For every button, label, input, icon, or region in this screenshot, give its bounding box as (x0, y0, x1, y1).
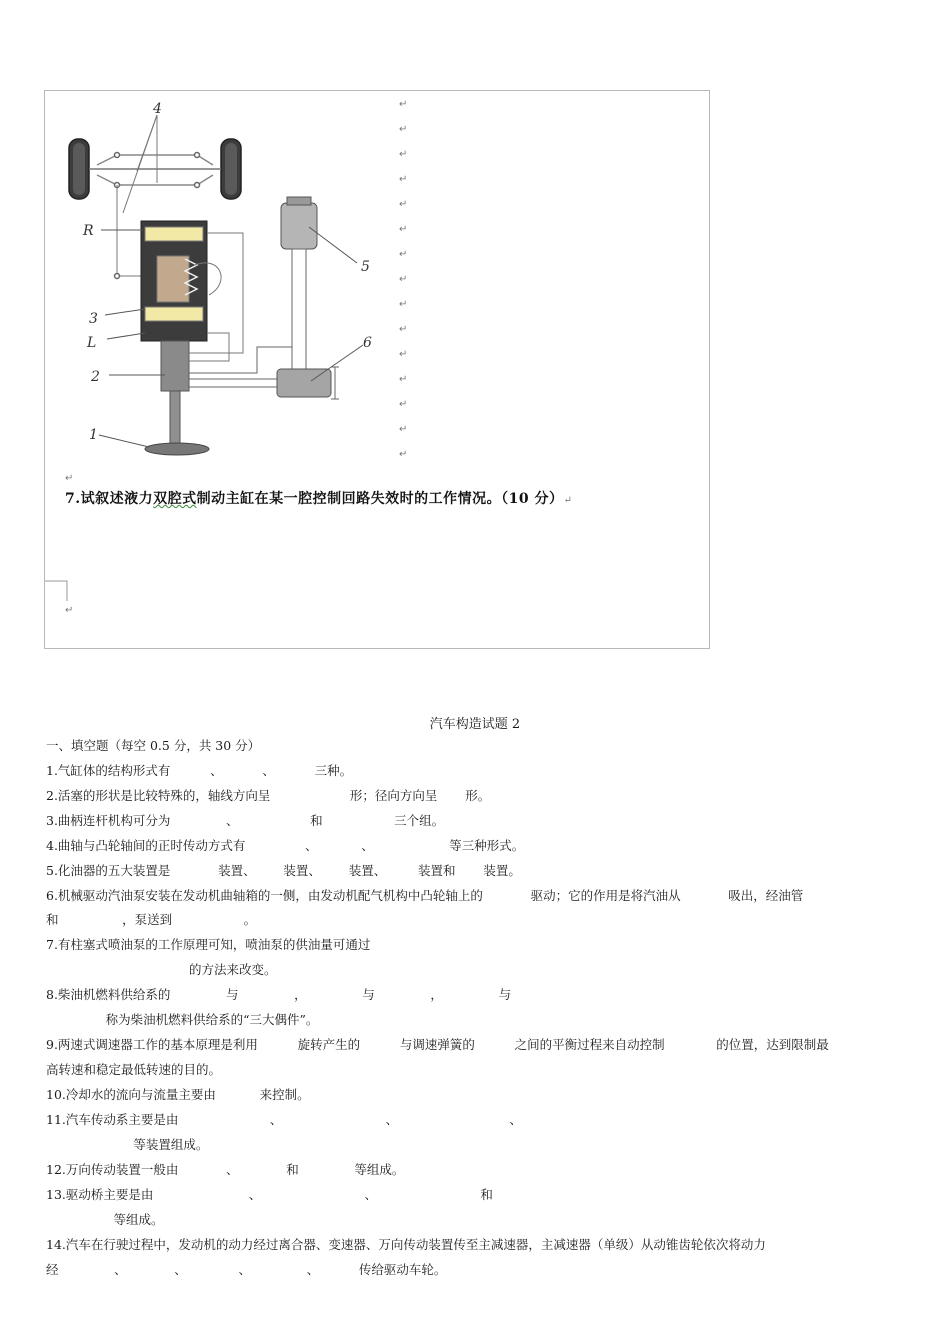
paragraph-mark: ↵ (399, 424, 408, 435)
question-line: 11.汽车传动系主要是由 、 、 、 (46, 1112, 522, 1127)
paragraph-mark: ↵ (399, 149, 408, 160)
question-line: 13.驱动桥主要是由 、 、 和 (46, 1187, 493, 1202)
paragraph-mark: ↵ (399, 399, 408, 410)
question-line: 6.机械驱动汽油泵安装在发动机曲轴箱的一侧，由发动机配气机构中凸轮轴上的 驱动；它的作用是将汽油从 吸出，经油管 (46, 888, 804, 903)
question-line: 14.汽车在行驶过程中，发动机的动力经过离合器、变速器、万向传动装置传至主减速器，主减速器（单级）从动锥齿轮依次将动力 (46, 1237, 766, 1252)
paragraph-marks (399, 99, 407, 460)
label-r: R (83, 223, 94, 239)
question-line: 经 、 、 、 、 传给驱动车轮。 (46, 1262, 447, 1277)
label-4: 4 (153, 101, 162, 117)
question-line: 9.两速式调速器工作的基本原理是利用 旋转产生的 与调速弹簧的 之间的平衡过程来自动控制 的位置，达到限制最 (46, 1037, 829, 1052)
paragraph-mark: ↵ (65, 473, 74, 484)
question-line: 的方法来改变。 (46, 962, 277, 977)
label-3: 3 (89, 311, 98, 327)
label-2: 2 (91, 369, 100, 385)
question-7: 7.试叙述液力双腔式制动主缸在某一腔控制回路失效时的工作情况。（10 分）↵ (65, 491, 573, 507)
master-cylinder (141, 221, 243, 455)
brake-master-cylinder-diagram (45, 91, 711, 650)
question-line: 和 ，泵送到 。 (46, 912, 257, 927)
section-heading: 一、填空题（每空 0.5 分，共 30 分） (46, 738, 261, 753)
paragraph-mark: ↵ (399, 124, 408, 135)
paragraph-mark: ↵ (399, 324, 408, 335)
question-line: 3.曲柄连杆机构可分为 、 和 三个组。 (46, 813, 445, 828)
label-6: 6 (363, 335, 372, 351)
question-line: 4.曲轴与凸轮轴间的正时传动方式有 、 、 等三种形式。 (46, 838, 525, 853)
corner-mark (45, 581, 67, 601)
question-line: 12.万向传动装置一般由 、 和 等组成。 (46, 1162, 405, 1177)
label-5: 5 (361, 259, 370, 275)
question-line: 8.柴油机燃料供给系的 与 ， 与 ， 与 (46, 987, 512, 1002)
question-line: 5.化油器的五大装置是 装置、 装置、 装置、 装置和 装置。 (46, 863, 521, 878)
paragraph-mark: ↵ (399, 99, 408, 110)
paragraph-mark: ↵ (399, 224, 408, 235)
question-line: 10.冷却水的流向与流量主要由 来控制。 (46, 1087, 310, 1102)
paragraph-mark: ↵ (399, 374, 408, 385)
paragraph-mark: ↵ (399, 199, 408, 210)
scanned-figure-panel (44, 90, 710, 649)
paragraph-mark: ↵ (399, 299, 408, 310)
paragraph-mark: ↵ (399, 249, 408, 260)
paragraph-mark: ↵ (399, 349, 408, 360)
question-line: 7.有柱塞式喷油泵的工作原理可知，喷油泵的供油量可通过 (46, 937, 371, 952)
question-line: 2.活塞的形状是比较特殊的，轴线方向呈 形；径向方向呈 形。 (46, 788, 491, 803)
reservoir-and-slave-cylinder (189, 197, 339, 399)
leader-lines (99, 227, 363, 447)
question-line: 等组成。 (46, 1212, 164, 1227)
question-line: 高转速和稳定最低转速的目的。 (46, 1062, 222, 1077)
question-line: 1.气缸体的结构形式有 、 、 三种。 (46, 763, 353, 778)
label-l: L (87, 335, 97, 351)
paragraph-mark: ↵ (65, 605, 74, 616)
question-line: 等装置组成。 (46, 1137, 209, 1152)
label-1: 1 (89, 427, 98, 443)
question-line: 称为柴油机燃料供给系的“三大偶件”。 (46, 1012, 319, 1027)
paragraph-mark: ↵ (399, 274, 408, 285)
paragraph-mark: ↵ (399, 449, 408, 460)
paragraph-mark: ↵ (399, 174, 408, 185)
document-title: 汽车构造试题 2 (429, 717, 521, 732)
